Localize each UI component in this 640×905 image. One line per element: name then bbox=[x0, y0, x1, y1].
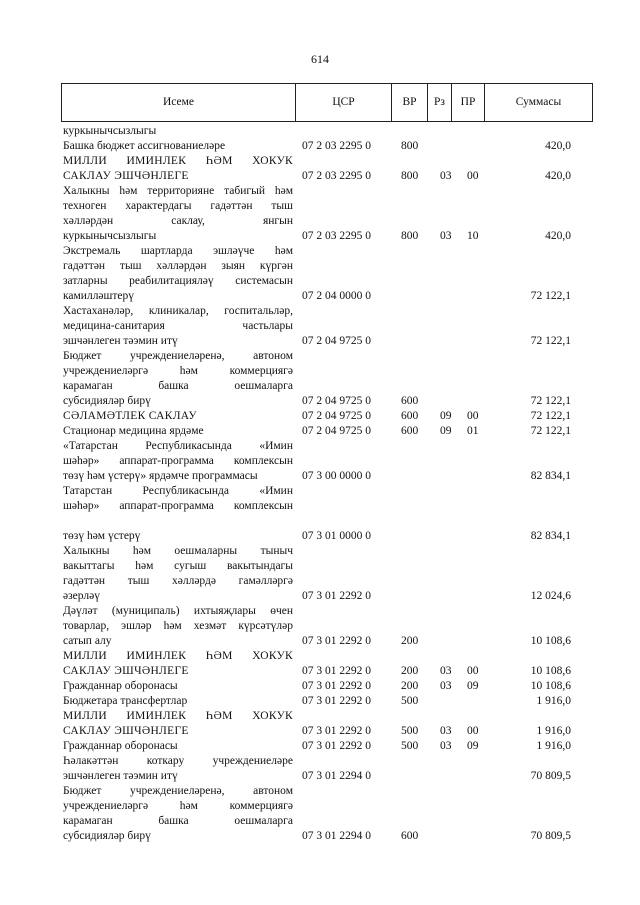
row-vr: 600 bbox=[401, 830, 419, 842]
row-name-line: Бюджетара трансфертлар bbox=[63, 695, 188, 707]
row-name bbox=[63, 544, 293, 604]
row-rz: 03 bbox=[440, 740, 452, 752]
row-name bbox=[63, 694, 293, 709]
row-csr: 07 2 04 0000 0 bbox=[302, 290, 371, 302]
row-vr: 200 bbox=[401, 635, 419, 647]
row-sum: 82 834,1 bbox=[530, 530, 571, 542]
row-sum: 1 916,0 bbox=[536, 695, 571, 707]
row-name-line: «Татарстан Республикасында «Имин bbox=[63, 440, 293, 452]
row-name-line: куркынычсызлыгы bbox=[63, 125, 157, 137]
table-row bbox=[63, 784, 593, 844]
row-name-line: СӘЛАМӘТЛЕК САКЛАУ bbox=[63, 410, 197, 422]
row-sum: 70 809,5 bbox=[530, 770, 571, 782]
table-row bbox=[63, 439, 593, 484]
row-name bbox=[63, 754, 293, 784]
row-name-line bbox=[63, 514, 293, 529]
row-name-line: хәлләрдән саклау, янгын bbox=[63, 215, 293, 227]
row-rz: 03 bbox=[440, 725, 452, 737]
row-sum: 72 122,1 bbox=[530, 290, 571, 302]
header-vr: ВР bbox=[392, 84, 428, 121]
row-sum: 420,0 bbox=[545, 170, 571, 182]
row-vr: 800 bbox=[401, 170, 419, 182]
table-row bbox=[63, 124, 593, 139]
row-sum: 12 024,6 bbox=[530, 590, 571, 602]
row-sum: 10 108,6 bbox=[530, 680, 571, 692]
row-csr: 07 3 00 0000 0 bbox=[302, 470, 371, 482]
row-pr: 01 bbox=[467, 425, 479, 437]
row-pr: 00 bbox=[467, 665, 479, 677]
row-name-line: Гражданнар оборонасы bbox=[63, 680, 178, 692]
table-row bbox=[63, 184, 593, 244]
row-sum: 72 122,1 bbox=[530, 335, 571, 347]
row-name-line: учреждениеләргә һәм коммерциягә bbox=[63, 800, 293, 812]
row-csr: 07 2 04 9725 0 bbox=[302, 395, 371, 407]
row-rz: 03 bbox=[440, 230, 452, 242]
row-sum: 10 108,6 bbox=[530, 635, 571, 647]
row-sum: 1 916,0 bbox=[536, 740, 571, 752]
row-csr: 07 2 03 2295 0 bbox=[302, 230, 371, 242]
row-name bbox=[63, 604, 293, 649]
header-pr: ПР bbox=[452, 84, 485, 121]
row-csr: 07 3 01 2292 0 bbox=[302, 725, 371, 737]
table-row bbox=[63, 244, 593, 304]
row-sum: 72 122,1 bbox=[530, 425, 571, 437]
row-name-line: Башка бюджет ассигнованиеләре bbox=[63, 140, 226, 152]
header-rz: Рз bbox=[428, 84, 452, 121]
row-vr: 800 bbox=[401, 140, 419, 152]
row-name bbox=[63, 424, 293, 439]
row-vr: 500 bbox=[401, 695, 419, 707]
row-rz: 03 bbox=[440, 665, 452, 677]
row-csr: 07 3 01 2292 0 bbox=[302, 665, 371, 677]
row-rz: 03 bbox=[440, 170, 452, 182]
row-csr: 07 3 01 2294 0 bbox=[302, 830, 371, 842]
row-csr: 07 3 01 2292 0 bbox=[302, 695, 371, 707]
row-sum: 70 809,5 bbox=[530, 830, 571, 842]
row-name-line: Халыкны һәм оешмаларны тыныч bbox=[63, 545, 293, 557]
header-csr: ЦСР bbox=[296, 84, 392, 121]
row-name bbox=[63, 349, 293, 409]
row-name-line: Һәлакәттән коткару учреждениеләре bbox=[63, 755, 293, 767]
row-name-line: САКЛАУ ЭШЧӘНЛЕГЕ bbox=[63, 665, 189, 677]
row-name-line: Татарстан Республикасында «Имин bbox=[63, 485, 293, 497]
row-name-line: төзү һәм үстерү bbox=[63, 530, 141, 542]
row-pr: 00 bbox=[467, 170, 479, 182]
row-name-line: МИЛЛИ ИМИНЛЕК ҺӘМ ХОКУК bbox=[63, 650, 293, 662]
row-name-line: САКЛАУ ЭШЧӘНЛЕГЕ bbox=[63, 170, 189, 182]
table-row bbox=[63, 649, 593, 679]
row-csr: 07 3 01 2292 0 bbox=[302, 635, 371, 647]
row-name-line: гадәттән тыш хәлләрдән зыян күргән bbox=[63, 260, 293, 272]
row-name-line: Стационар медицина ярдәме bbox=[63, 425, 204, 437]
row-name bbox=[63, 124, 293, 139]
table-row bbox=[63, 544, 593, 604]
row-pr: 09 bbox=[467, 740, 479, 752]
row-pr: 00 bbox=[467, 725, 479, 737]
row-name bbox=[63, 739, 293, 754]
row-name bbox=[63, 304, 293, 349]
table-row bbox=[63, 424, 593, 439]
row-csr: 07 2 04 9725 0 bbox=[302, 425, 371, 437]
header-name: Исеме bbox=[62, 84, 296, 121]
page-number: 614 bbox=[311, 52, 329, 66]
table-row bbox=[63, 409, 593, 424]
row-name-line: САКЛАУ ЭШЧӘНЛЕГЕ bbox=[63, 725, 189, 737]
row-pr: 09 bbox=[467, 680, 479, 692]
row-vr: 200 bbox=[401, 665, 419, 677]
row-vr: 800 bbox=[401, 230, 419, 242]
row-csr: 07 3 01 2292 0 bbox=[302, 590, 371, 602]
row-name-line: сатып алу bbox=[63, 635, 112, 647]
row-sum: 82 834,1 bbox=[530, 470, 571, 482]
row-name-line: гадәттән тыш хәлләрдә гамәлләргә bbox=[63, 575, 293, 587]
row-vr: 200 bbox=[401, 680, 419, 692]
row-name-line: субсидияләр бирү bbox=[63, 830, 151, 842]
row-pr: 00 bbox=[467, 410, 479, 422]
row-csr: 07 2 03 2295 0 bbox=[302, 140, 371, 152]
table-body bbox=[63, 124, 593, 844]
row-sum: 1 916,0 bbox=[536, 725, 571, 737]
row-name-line: эшчәнлеген тәэмин итү bbox=[63, 770, 178, 782]
row-csr: 07 2 04 9725 0 bbox=[302, 335, 371, 347]
row-name bbox=[63, 709, 293, 739]
table-row bbox=[63, 139, 593, 154]
row-name-line: карамаган башка оешмаларга bbox=[63, 815, 293, 827]
row-csr: 07 2 03 2295 0 bbox=[302, 170, 371, 182]
table-row bbox=[63, 604, 593, 649]
row-name bbox=[63, 679, 293, 694]
row-name-line: техноген характердагы гадәттән тыш bbox=[63, 200, 293, 212]
row-csr: 07 2 04 9725 0 bbox=[302, 410, 371, 422]
table-header bbox=[61, 83, 593, 122]
row-csr: 07 3 01 2292 0 bbox=[302, 740, 371, 752]
row-name-line: карамаган башка оешмаларга bbox=[63, 380, 293, 392]
row-name-line: медицина-санитария частьлары bbox=[63, 320, 293, 332]
row-csr: 07 3 01 2292 0 bbox=[302, 680, 371, 692]
row-name-line: Дәүләт (муниципаль) ихтыяҗлары өчен bbox=[63, 605, 293, 617]
row-sum: 72 122,1 bbox=[530, 395, 571, 407]
row-name-line: МИЛЛИ ИМИНЛЕК ҺӘМ ХОКУК bbox=[63, 155, 293, 167]
row-sum: 72 122,1 bbox=[530, 410, 571, 422]
row-vr: 600 bbox=[401, 410, 419, 422]
row-name bbox=[63, 184, 293, 244]
row-vr: 500 bbox=[401, 740, 419, 752]
row-name-line: камилләштерү bbox=[63, 290, 135, 302]
table-row bbox=[63, 694, 593, 709]
row-name-line: Гражданнар оборонасы bbox=[63, 740, 178, 752]
row-name-line: Бюджет учреждениеләренә, автоном bbox=[63, 785, 293, 797]
table-row bbox=[63, 709, 593, 739]
table-row bbox=[63, 154, 593, 184]
row-name bbox=[63, 244, 293, 304]
table-row bbox=[63, 679, 593, 694]
row-vr: 600 bbox=[401, 395, 419, 407]
row-name bbox=[63, 409, 293, 424]
row-name-line: шәһәр» аппарат-программа комплексын bbox=[63, 455, 293, 467]
row-name-line: төзү һәм үстерү» ярдәмче программасы bbox=[63, 470, 258, 482]
row-name bbox=[63, 484, 293, 544]
table-row bbox=[63, 304, 593, 349]
row-name-line: шәһәр» аппарат-программа комплексын bbox=[63, 500, 293, 512]
row-name-line: әзерләү bbox=[63, 590, 100, 602]
row-name-line: Хастаханәләр, клиникалар, госпитальләр, bbox=[63, 305, 293, 317]
table-row bbox=[63, 484, 593, 544]
row-csr: 07 3 01 0000 0 bbox=[302, 530, 371, 542]
row-name-line: субсидияләр бирү bbox=[63, 395, 151, 407]
row-name-line: затларны реабилитацияләү системасын bbox=[63, 275, 293, 287]
row-name-line: Бюджет учреждениеләренә, автоном bbox=[63, 350, 293, 362]
table-row bbox=[63, 754, 593, 784]
row-name bbox=[63, 154, 293, 184]
row-name bbox=[63, 439, 293, 484]
row-sum: 420,0 bbox=[545, 140, 571, 152]
row-name bbox=[63, 649, 293, 679]
row-rz: 09 bbox=[440, 410, 452, 422]
row-name bbox=[63, 139, 293, 154]
row-name bbox=[63, 784, 293, 844]
header-sum: Суммасы bbox=[515, 96, 562, 108]
row-rz: 09 bbox=[440, 425, 452, 437]
row-name-line: Халыкны һәм территорияне табигый һәм bbox=[63, 185, 293, 197]
row-sum: 10 108,6 bbox=[530, 665, 571, 677]
row-name-line: Экстремаль шартларда эшләүче һәм bbox=[63, 245, 293, 257]
row-sum: 420,0 bbox=[545, 230, 571, 242]
row-vr: 600 bbox=[401, 425, 419, 437]
row-name-line: вакыттагы һәм сугыш вакытындагы bbox=[63, 560, 293, 572]
row-rz: 03 bbox=[440, 680, 452, 692]
row-name-line: куркынычсызлыгы bbox=[63, 230, 157, 242]
row-name-line: товарлар, эшләр һәм хезмәт күрсәтүләр bbox=[63, 620, 293, 632]
row-pr: 10 bbox=[467, 230, 479, 242]
row-name-line: учреждениеләргә һәм коммерциягә bbox=[63, 365, 293, 377]
row-csr: 07 3 01 2294 0 bbox=[302, 770, 371, 782]
row-name-line: МИЛЛИ ИМИНЛЕК ҺӘМ ХОКУК bbox=[63, 710, 293, 722]
row-vr: 500 bbox=[401, 725, 419, 737]
table-row bbox=[63, 739, 593, 754]
row-name-line: эшчәнлеген тәэмин итү bbox=[63, 335, 178, 347]
table-row bbox=[63, 349, 593, 409]
